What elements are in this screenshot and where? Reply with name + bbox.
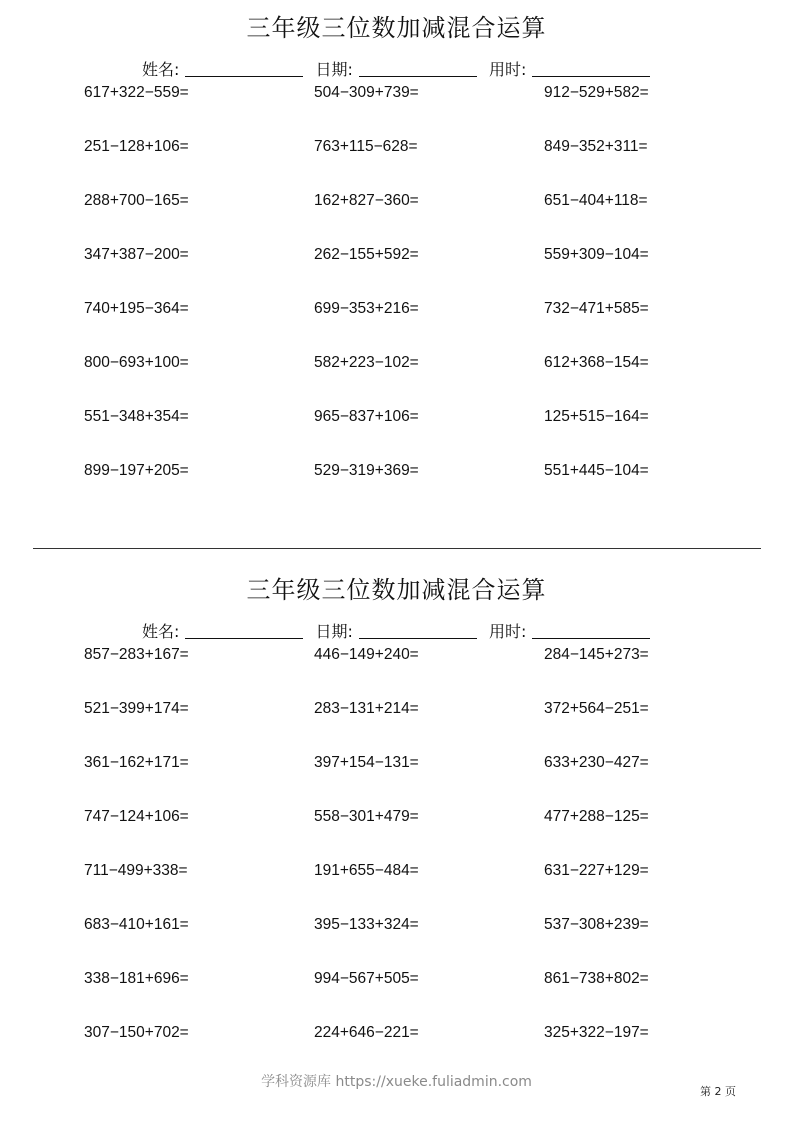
math-problem: 125+515−164= — [544, 408, 649, 425]
section-divider — [33, 548, 761, 549]
info-line — [142, 57, 657, 80]
math-problem: 307−150+702= — [84, 1024, 189, 1041]
math-problem: 504−309+739= — [314, 84, 419, 101]
math-problem: 763+115−628= — [314, 138, 418, 155]
math-problem: 559+309−104= — [544, 246, 649, 263]
math-problem: 747−124+106= — [84, 808, 189, 825]
math-problem: 582+223−102= — [314, 354, 419, 371]
name-blank[interactable] — [185, 61, 303, 77]
math-problem: 699−353+216= — [314, 300, 419, 317]
time-label: 用时: — [489, 60, 527, 79]
date-label: 日期: — [315, 622, 353, 641]
math-problem: 284−145+273= — [544, 646, 649, 663]
name-blank[interactable] — [185, 623, 303, 639]
time-label: 用时: — [489, 622, 527, 641]
math-problem: 857−283+167= — [84, 646, 189, 663]
math-problem: 965−837+106= — [314, 408, 419, 425]
math-problem: 711−499+338= — [84, 862, 188, 879]
math-problem: 651−404+118= — [544, 192, 648, 209]
name-label: 姓名: — [142, 60, 180, 79]
math-problem: 162+827−360= — [314, 192, 419, 209]
math-problem: 994−567+505= — [314, 970, 419, 987]
math-problem: 262−155+592= — [314, 246, 419, 263]
date-blank[interactable] — [359, 61, 477, 77]
math-problem: 397+154−131= — [314, 754, 419, 771]
date-blank[interactable] — [359, 623, 477, 639]
worksheet-title: 三年级三位数加减混合运算 — [246, 14, 547, 42]
math-problem: 338−181+696= — [84, 970, 189, 987]
page-number: 第 2 页 — [700, 1085, 736, 1098]
math-problem: 477+288−125= — [544, 808, 649, 825]
math-problem: 521−399+174= — [84, 700, 189, 717]
math-problem: 325+322−197= — [544, 1024, 649, 1041]
math-problem: 732−471+585= — [544, 300, 649, 317]
math-problem: 446−149+240= — [314, 646, 419, 663]
math-problem: 899−197+205= — [84, 462, 189, 479]
math-problem: 251−128+106= — [84, 138, 189, 155]
math-problem: 912−529+582= — [544, 84, 649, 101]
math-problem: 537−308+239= — [544, 916, 649, 933]
math-problem: 631−227+129= — [544, 862, 649, 879]
math-problem: 849−352+311= — [544, 138, 648, 155]
math-problem: 224+646−221= — [314, 1024, 419, 1041]
math-problem: 283−131+214= — [314, 700, 419, 717]
math-problem: 558−301+479= — [314, 808, 419, 825]
name-label: 姓名: — [142, 622, 180, 641]
math-problem: 529−319+369= — [314, 462, 419, 479]
time-blank[interactable] — [532, 61, 650, 77]
math-problem: 633+230−427= — [544, 754, 649, 771]
info-line — [142, 619, 657, 642]
date-label: 日期: — [315, 60, 353, 79]
math-problem: 191+655−484= — [314, 862, 419, 879]
math-problem: 361−162+171= — [84, 754, 189, 771]
math-problem: 617+322−559= — [84, 84, 189, 101]
math-problem: 800−693+100= — [84, 354, 189, 371]
math-problem: 683−410+161= — [84, 916, 189, 933]
footer-source: 学科资源库 https://xueke.fuliadmin.com — [261, 1074, 532, 1090]
time-blank[interactable] — [532, 623, 650, 639]
worksheet-title: 三年级三位数加减混合运算 — [246, 576, 547, 604]
math-problem: 347+387−200= — [84, 246, 189, 263]
math-problem: 551−348+354= — [84, 408, 189, 425]
math-problem: 395−133+324= — [314, 916, 419, 933]
math-problem: 612+368−154= — [544, 354, 649, 371]
math-problem: 740+195−364= — [84, 300, 189, 317]
math-problem: 551+445−104= — [544, 462, 649, 479]
math-problem: 372+564−251= — [544, 700, 649, 717]
math-problem: 288+700−165= — [84, 192, 189, 209]
math-problem: 861−738+802= — [544, 970, 649, 987]
